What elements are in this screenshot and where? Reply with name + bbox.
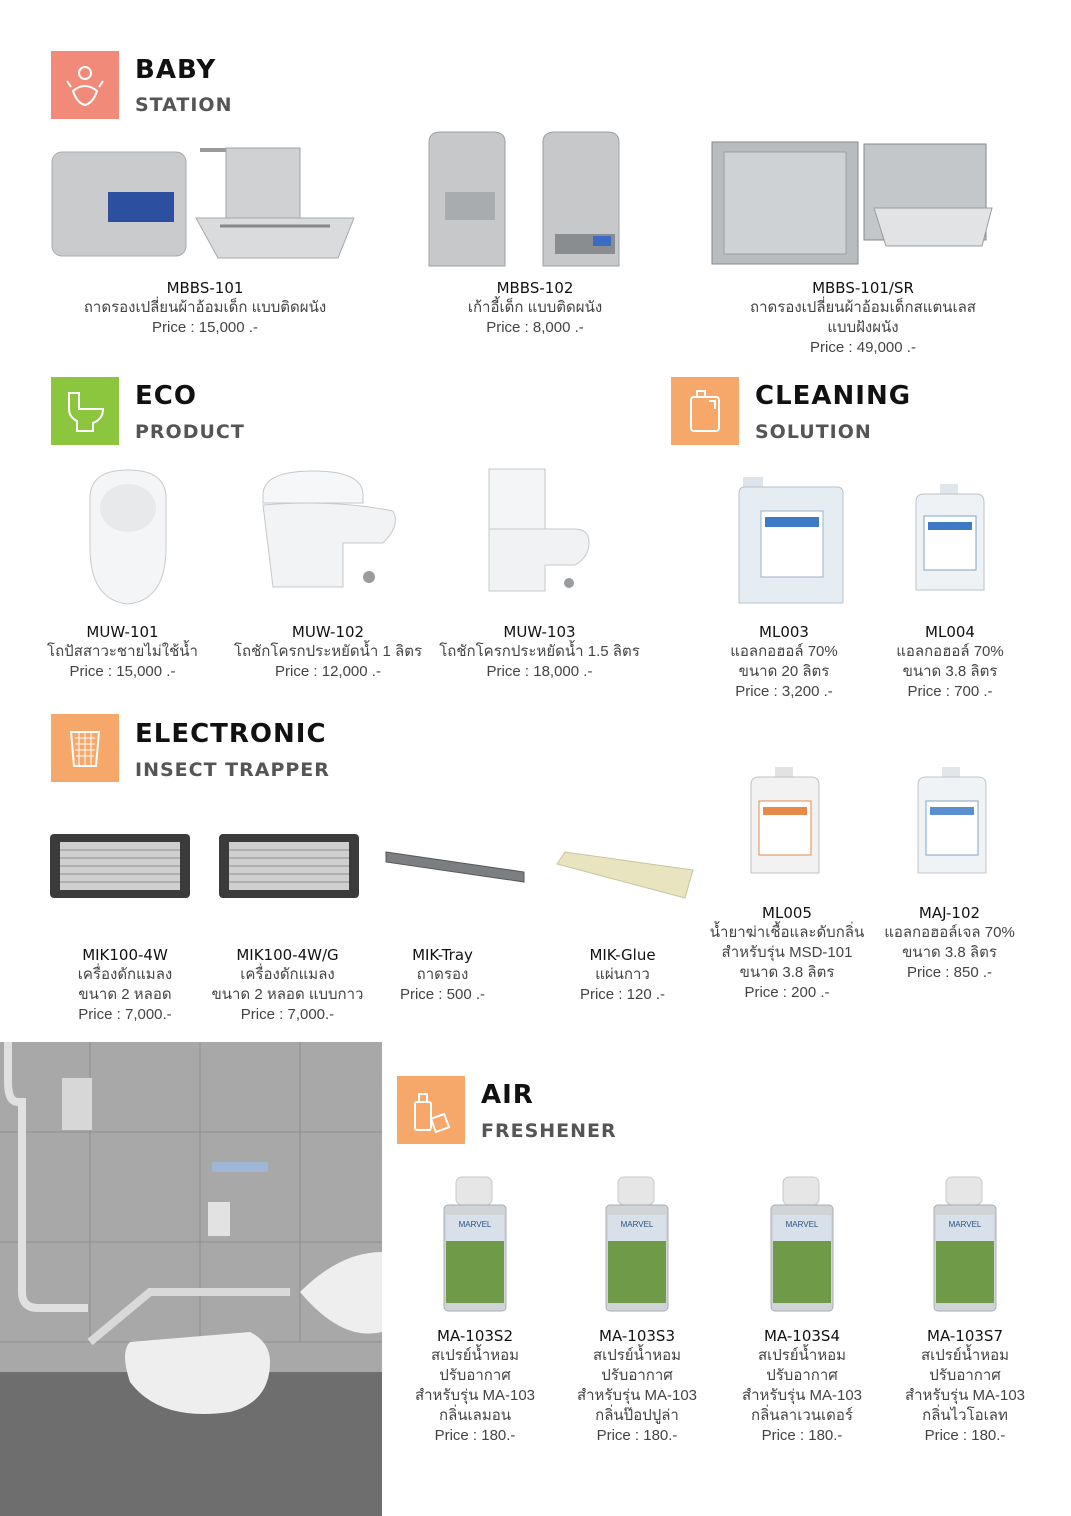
air-subtitle: FRESHENER xyxy=(481,1120,617,1142)
code-ma7: MA-103S7 xyxy=(927,1327,1003,1345)
caption-muw102 xyxy=(228,622,428,682)
cleaning-subtitle: SOLUTION xyxy=(755,421,872,443)
product-image-ml005 xyxy=(745,765,825,877)
price-mbbs101: Price : 15,000 .- xyxy=(152,319,258,336)
desc-ma7: สเปรย์น้ำหอม xyxy=(920,1347,1010,1364)
code-muw102: MUW-102 xyxy=(291,623,365,641)
caption-ma3 xyxy=(562,1326,712,1446)
code-ml005: ML005 xyxy=(762,904,812,922)
product-image-ma3 xyxy=(602,1175,672,1315)
eco-section-icon xyxy=(51,377,119,445)
price-muw103: Price : 18,000 .- xyxy=(486,663,593,680)
desc-ml004: แอลกอฮอล์ 70% xyxy=(896,643,1004,660)
desc-muw103: โถชักโครกประหยัดน้ำ 1.5 ลิตร xyxy=(439,643,640,660)
price-mbbs102: Price : 8,000 .- xyxy=(486,319,584,336)
cleaning-title: CLEANING xyxy=(755,381,912,411)
baby-subtitle: STATION xyxy=(135,94,233,116)
code-mbbs101sr: MBBS-101/SR xyxy=(812,279,914,297)
desc-muw101: โถปัสสาวะชายไม่ใช้น้ำ xyxy=(47,643,198,660)
desc-mikglue: แผ่นกาว xyxy=(595,966,650,983)
code-mik4wg: MIK100-4W/G xyxy=(236,946,339,964)
caption-mbbs101sr xyxy=(733,278,993,358)
product-image-ma7 xyxy=(930,1175,1000,1315)
eco-title: ECO xyxy=(135,381,197,411)
product-image-muw103 xyxy=(485,465,595,595)
product-image-muw101 xyxy=(80,468,175,608)
product-image-mik4w xyxy=(48,832,193,902)
can-brand-ma4: MARVEL xyxy=(785,1220,819,1229)
desc2-ma7: ปรับอากาศ xyxy=(929,1367,1001,1384)
desc-maj102: แอลกอฮอล์เจล 70% xyxy=(884,924,1015,941)
product-image-ml003 xyxy=(735,473,847,608)
product-image-maj102 xyxy=(912,765,992,877)
price-ma7: Price : 180.- xyxy=(924,1427,1006,1444)
caption-maj102 xyxy=(872,903,1027,983)
desc2-maj102: ขนาด 3.8 ลิตร xyxy=(902,944,997,961)
caption-ma2 xyxy=(400,1326,550,1446)
caption-ma7 xyxy=(890,1326,1040,1446)
desc-mbbs102: เก้าอี้เด็ก แบบติดผนัง xyxy=(467,299,603,316)
code-mbbs102: MBBS-102 xyxy=(496,279,574,297)
code-maj102: MAJ-102 xyxy=(918,904,981,922)
desc3-ma4: สำหรับรุ่น MA-103 xyxy=(741,1387,863,1404)
desc3-ml005: ขนาด 3.8 ลิตร xyxy=(739,964,835,981)
product-image-ma2 xyxy=(440,1175,510,1315)
caption-mik4w xyxy=(45,945,205,1025)
caption-mikglue xyxy=(560,945,685,1005)
caption-mbbs102 xyxy=(430,278,640,338)
bathroom-photo xyxy=(0,1042,382,1516)
desc-mik4wg: เครื่องดักแมลง xyxy=(240,966,335,983)
price-mikglue: Price : 120 .- xyxy=(579,986,666,1003)
product-image-mik4wg xyxy=(217,832,362,902)
desc3-ma7: สำหรับรุ่น MA-103 xyxy=(904,1387,1026,1404)
code-ma4: MA-103S4 xyxy=(764,1327,840,1345)
desc-ma3: สเปรย์น้ำหอม xyxy=(592,1347,682,1364)
insect-subtitle: INSECT TRAPPER xyxy=(135,759,330,781)
code-ma2: MA-103S2 xyxy=(437,1327,513,1345)
gallon-icon xyxy=(671,377,739,445)
price-mik4w: Price : 7,000.- xyxy=(78,1006,172,1023)
desc-miktray: ถาดรอง xyxy=(416,966,469,983)
desc2-ma2: ปรับอากาศ xyxy=(439,1367,511,1384)
desc-ma2: สเปรย์น้ำหอม xyxy=(430,1347,520,1364)
code-ml003: ML003 xyxy=(759,623,809,641)
eco-subtitle: PRODUCT xyxy=(135,421,245,443)
desc2-mbbs101sr: แบบฝังผนัง xyxy=(827,319,899,336)
price-mbbs101sr: Price : 49,000 .- xyxy=(810,339,916,356)
can-brand-ma2: MARVEL xyxy=(458,1220,492,1229)
price-ml004: Price : 700 .- xyxy=(907,683,993,700)
product-image-mbbs102 xyxy=(425,130,640,275)
code-mbbs101: MBBS-101 xyxy=(166,279,244,297)
desc2-mik4w: ขนาด 2 หลอด xyxy=(78,986,172,1003)
code-ml004: ML004 xyxy=(925,623,975,641)
caption-ma4 xyxy=(727,1326,877,1446)
product-image-muw102 xyxy=(255,465,405,595)
desc4-ma2: กลิ่นเลมอน xyxy=(439,1407,511,1424)
price-muw102: Price : 12,000 .- xyxy=(275,663,381,680)
code-ma3: MA-103S3 xyxy=(599,1327,675,1345)
caption-mik4wg xyxy=(200,945,375,1025)
desc2-ml004: ขนาด 3.8 ลิตร xyxy=(902,663,998,680)
desc-mbbs101sr: ถาดรองเปลี่ยนผ้าอ้อมเด็กสแตนเลส xyxy=(750,299,976,316)
desc2-mik4wg: ขนาด 2 หลอด แบบกาว xyxy=(211,986,364,1003)
product-image-ma4 xyxy=(767,1175,837,1315)
product-image-mikglue xyxy=(555,850,695,900)
baby-section-icon xyxy=(51,51,119,119)
code-miktray: MIK-Tray xyxy=(412,946,473,964)
product-image-miktray xyxy=(382,848,527,893)
code-muw103: MUW-103 xyxy=(503,623,576,641)
desc2-ml003: ขนาด 20 ลิตร xyxy=(738,663,830,680)
desc-mbbs101: ถาดรองเปลี่ยนผ้าอ้อมเด็ก แบบติดผนัง xyxy=(83,299,327,316)
air-section-icon xyxy=(397,1076,465,1144)
cleaning-section-icon xyxy=(671,377,739,445)
code-muw101: MUW-101 xyxy=(86,623,159,641)
desc4-ma7: กลิ่นไวโอเลท xyxy=(922,1407,1008,1424)
baby-icon xyxy=(51,51,119,119)
desc3-ma3: สำหรับรุ่น MA-103 xyxy=(576,1387,698,1404)
desc2-ma3: ปรับอากาศ xyxy=(601,1367,673,1384)
price-ma2: Price : 180.- xyxy=(434,1427,516,1444)
desc-ml005: น้ำยาฆ่าเชื้อและดับกลิ่น xyxy=(709,924,865,941)
trap-icon xyxy=(51,714,119,782)
caption-muw101 xyxy=(40,622,205,682)
code-mikglue: MIK-Glue xyxy=(589,946,656,964)
price-ml003: Price : 3,200 .- xyxy=(735,683,833,700)
caption-ml003 xyxy=(714,622,854,702)
desc2-ml005: สำหรับรุ่น MSD-101 xyxy=(721,944,853,961)
can-brand-ma7: MARVEL xyxy=(948,1220,982,1229)
price-ma3: Price : 180.- xyxy=(596,1427,678,1444)
insect-section-icon xyxy=(51,714,119,782)
toilet-icon xyxy=(51,377,119,445)
can-brand-ma3: MARVEL xyxy=(620,1220,654,1229)
desc-mik4w: เครื่องดักแมลง xyxy=(77,966,173,983)
price-ma4: Price : 180.- xyxy=(761,1427,843,1444)
desc-muw102: โถชักโครกประหยัดน้ำ 1 ลิตร xyxy=(233,643,423,660)
insect-title: ELECTRONIC xyxy=(135,719,327,749)
product-image-ml004 xyxy=(910,482,990,594)
caption-mbbs101 xyxy=(70,278,340,338)
caption-muw103 xyxy=(432,622,647,682)
desc-ma4: สเปรย์น้ำหอม xyxy=(757,1347,847,1364)
desc2-ma4: ปรับอากาศ xyxy=(766,1367,838,1384)
product-image-mbbs101 xyxy=(50,140,360,265)
caption-ml004 xyxy=(880,622,1020,702)
price-maj102: Price : 850 .- xyxy=(906,964,993,981)
product-image-mbbs101sr xyxy=(708,138,998,268)
price-miktray: Price : 500 .- xyxy=(399,986,486,1003)
caption-miktray xyxy=(385,945,500,1005)
baby-title: BABY xyxy=(135,55,217,85)
price-mik4wg: Price : 7,000.- xyxy=(240,1006,335,1023)
desc4-ma3: กลิ่นป๊อปปูล่า xyxy=(595,1407,679,1424)
desc4-ma4: กลิ่นลาเวนเดอร์ xyxy=(751,1407,853,1424)
price-ml005: Price : 200 .- xyxy=(744,984,830,1001)
caption-ml005 xyxy=(707,903,867,1003)
code-mik4w: MIK100-4W xyxy=(82,946,168,964)
desc3-ma2: สำหรับรุ่น MA-103 xyxy=(414,1387,536,1404)
spray-icon xyxy=(397,1076,465,1144)
price-muw101: Price : 15,000 .- xyxy=(69,663,176,680)
air-title: AIR xyxy=(481,1080,534,1110)
desc-ml003: แอลกอฮอล์ 70% xyxy=(730,643,838,660)
